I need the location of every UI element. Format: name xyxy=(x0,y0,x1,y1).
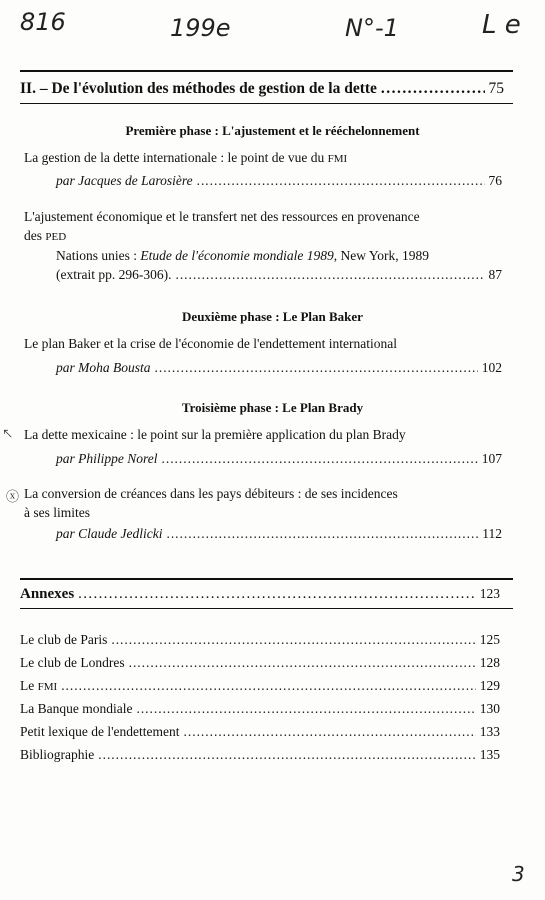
handwritten-arrow-mark: ↖ xyxy=(2,426,14,442)
entry-author-line xyxy=(56,360,502,376)
handwritten-year: 199e xyxy=(170,14,231,42)
page-number: 76 xyxy=(488,173,502,188)
page-number: 130 xyxy=(479,701,500,716)
entry-title: La conversion de créances dans les pays débiteurs : de ses incidences xyxy=(24,486,398,501)
entry-title-cont: à ses limites xyxy=(24,505,90,520)
leader-dots xyxy=(197,173,485,189)
section-title-text: II. – De l'évolution des méthodes de gestion de la dette xyxy=(20,80,377,97)
annex-item: Le club de Paris . . . 125 xyxy=(20,632,500,648)
annexes-page: 123 xyxy=(479,586,500,601)
phase2-title: Deuxième phase : Le Plan Baker xyxy=(182,309,363,324)
handwritten-number: N°-1 xyxy=(345,14,399,42)
page-number: 128 xyxy=(479,655,500,670)
entry-title: L'ajustement économique et le transfert net des ressources en provenance xyxy=(24,209,420,224)
section-title xyxy=(20,80,504,98)
annex-item: Le FMI . . . 129 xyxy=(20,678,500,694)
annex-item: Bibliographie . . . 135 xyxy=(20,747,500,763)
top-rule xyxy=(20,70,513,72)
annexes-title-text: Annexes xyxy=(20,586,75,602)
page-number: 87 xyxy=(488,267,502,282)
page-number: 133 xyxy=(479,724,500,739)
entry-source: Nations unies : Etude de l'économie mondiale 1989, New York, 1989 xyxy=(56,248,429,263)
annex-rule xyxy=(20,608,513,609)
entry-author-line xyxy=(56,526,502,542)
leader-dots xyxy=(184,724,476,740)
phase3-title: Troisième phase : Le Plan Brady xyxy=(181,400,364,415)
leader-dots xyxy=(129,655,476,671)
leader-dots xyxy=(78,586,476,603)
entry-title: Le plan Baker et la crise de l'économie de l'endettement international xyxy=(24,336,397,351)
annex-item: La Banque mondiale . . . 130 xyxy=(20,701,500,717)
page-number: 125 xyxy=(479,632,500,647)
section-page: 75 xyxy=(488,80,504,97)
handwritten-code: 816 xyxy=(20,8,66,36)
page-number: 102 xyxy=(481,360,502,375)
author: par Jacques de Larosière xyxy=(56,173,193,188)
leader-dots xyxy=(155,360,478,376)
annexes-title xyxy=(20,586,500,603)
phase1-title: Première phase : L'ajustement et le rééchelonnement xyxy=(125,123,420,138)
entry-author-line xyxy=(56,173,502,189)
leader-dots xyxy=(61,678,476,694)
handwritten-letters: L e xyxy=(482,10,521,40)
section-rule xyxy=(20,103,513,104)
leader-dots xyxy=(98,747,476,763)
leader-dots xyxy=(175,267,484,283)
author: par Moha Bousta xyxy=(56,360,151,375)
entry-author-line xyxy=(56,451,502,467)
handwritten-x-mark: ⓧ xyxy=(6,490,20,505)
handwritten-page-number: 3 xyxy=(512,862,525,886)
annex-item: Le club de Londres . . . 128 xyxy=(20,655,500,671)
page-number: 107 xyxy=(481,451,502,466)
annex-top-rule xyxy=(20,578,513,580)
leader-dots xyxy=(162,451,478,467)
leader-dots xyxy=(136,701,475,717)
page-number: 129 xyxy=(479,678,500,693)
leader-dots xyxy=(381,80,485,98)
entry-title: La dette mexicaine : le point sur la première application du plan Brady xyxy=(24,427,406,442)
author: par Philippe Norel xyxy=(56,451,158,466)
page-number: 135 xyxy=(479,747,500,762)
author: par Claude Jedlicki xyxy=(56,526,163,541)
entry-title: La gestion de la dette internationale : le point de vue du FMI xyxy=(24,150,348,165)
leader-dots xyxy=(166,526,478,542)
leader-dots xyxy=(111,632,475,648)
entry-source-line: (extrait pp. 296-306). . . . 87 xyxy=(56,267,502,283)
annex-item: Petit lexique de l'endettement . . . 133 xyxy=(20,724,500,740)
entry-title-cont: des PED xyxy=(24,228,67,243)
page-number: 112 xyxy=(482,526,502,541)
